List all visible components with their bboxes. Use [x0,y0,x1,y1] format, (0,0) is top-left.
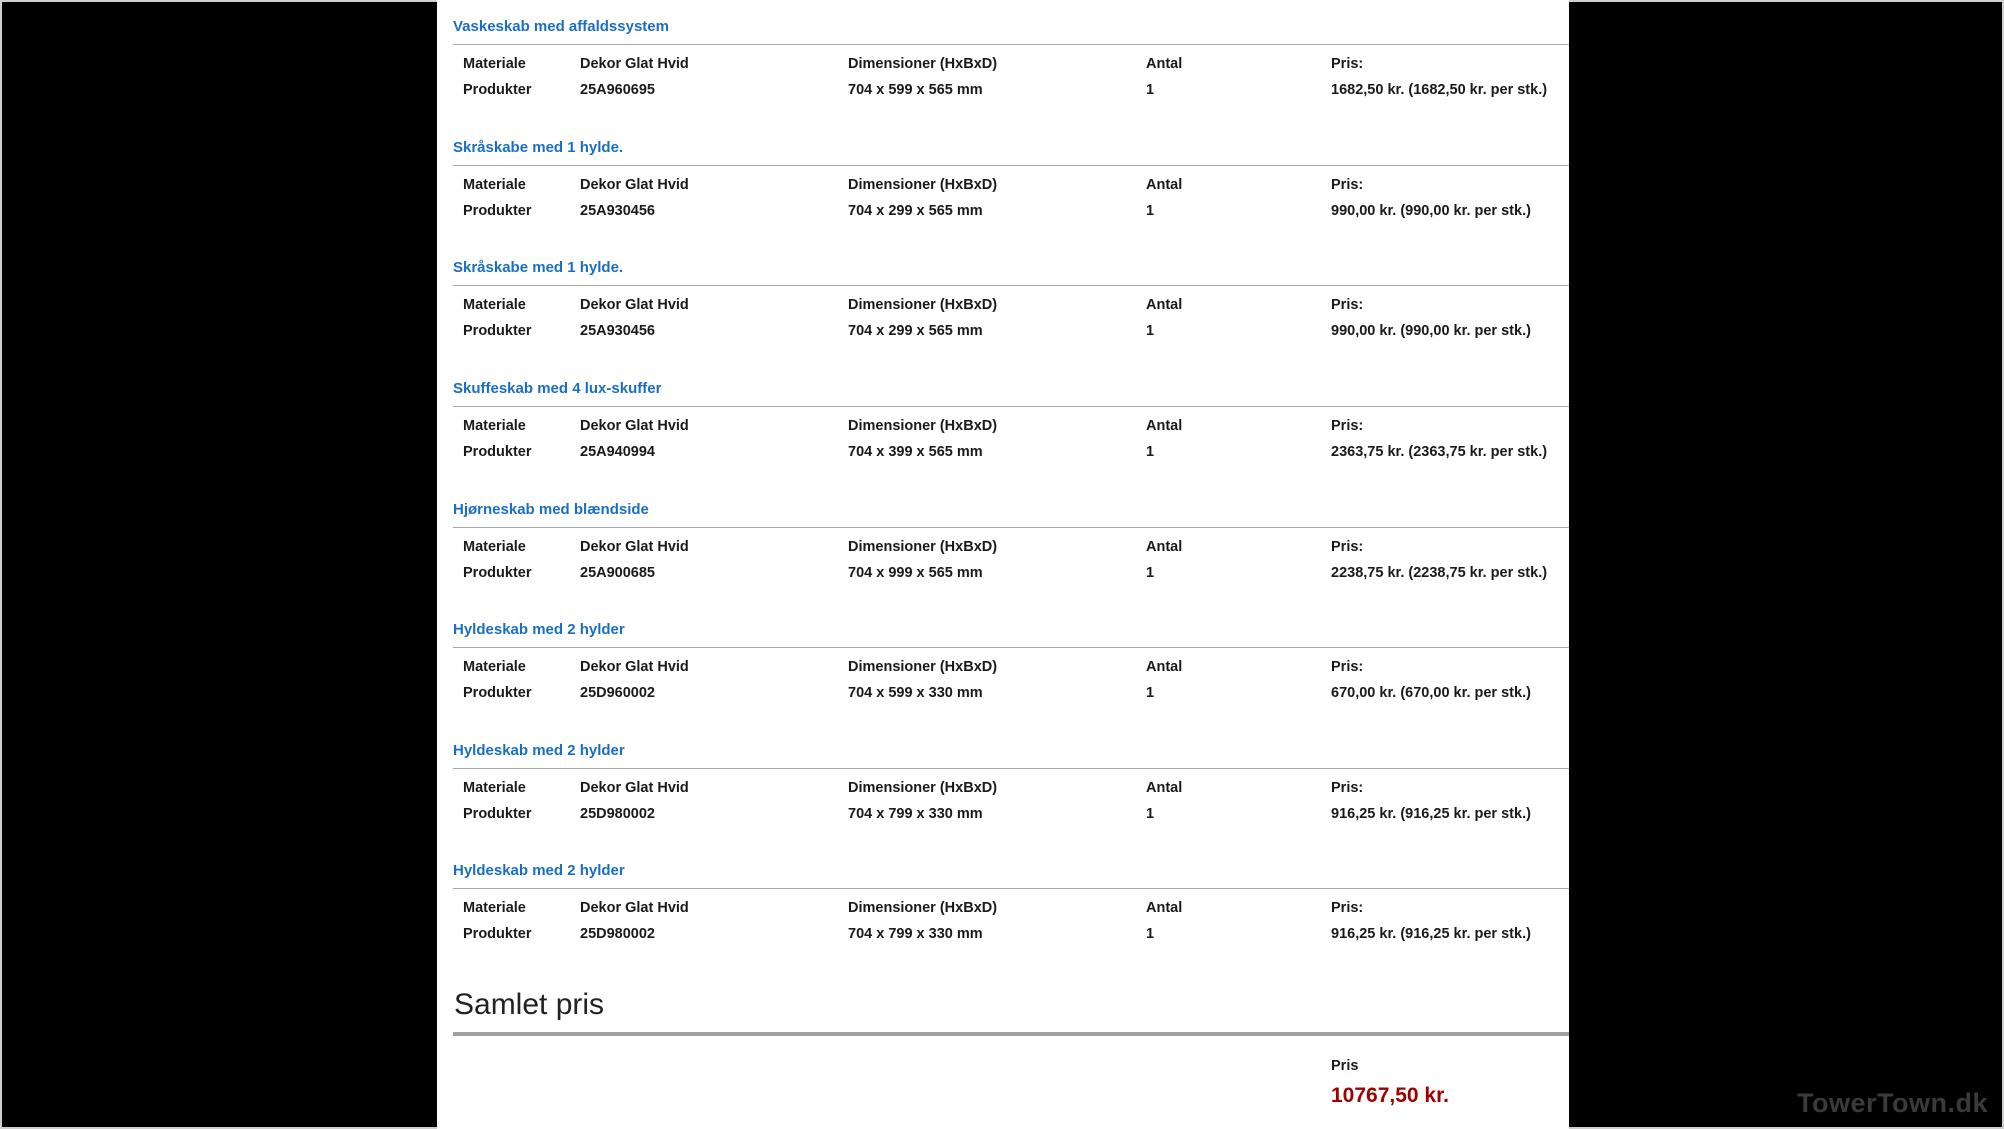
material-label: Materiale [463,900,526,916]
total-heading: Samlet pris [454,988,605,1021]
price-label: Pris: [1331,56,1364,72]
material-value: Dekor Glat Hvid [580,177,689,193]
material-label: Materiale [463,418,526,434]
watermark-text: TowerTown.dk [1797,1088,1988,1118]
product-section-hyldeskab-3 [453,844,1569,964]
product-code: 25A930456 [580,203,655,219]
quantity-value: 1 [1146,203,1155,219]
price-value: 990,00 kr. (990,00 kr. per stk.) [1331,203,1531,219]
material-value: Dekor Glat Hvid [580,780,689,796]
dimensions-value: 704 x 799 x 330 mm [848,806,983,822]
material-value: Dekor Glat Hvid [580,297,689,313]
product-code: 25A940994 [580,444,655,460]
total-divider [453,1032,1569,1036]
material-value: Dekor Glat Hvid [580,900,689,916]
products-label: Produkter [463,323,532,339]
section-title[interactable]: Vaskeskab med affaldssystem [453,18,669,35]
product-code: 25D980002 [580,806,655,822]
dimensions-label: Dimensioner (HxBxD) [848,297,998,313]
section-title[interactable]: Hyldeskab med 2 hylder [453,742,625,759]
dimensions-value: 704 x 599 x 565 mm [848,82,983,98]
dimensions-value: 704 x 799 x 330 mm [848,926,983,942]
section-title[interactable]: Skråskabe med 1 hylde. [453,259,624,276]
price-label: Pris: [1331,780,1364,796]
price-label: Pris: [1331,177,1364,193]
product-section-skuffeskab [453,362,1569,482]
material-label: Materiale [463,56,526,72]
material-value: Dekor Glat Hvid [580,418,689,434]
quantity-value: 1 [1146,926,1155,942]
product-section-hjorneskab [453,483,1569,603]
price-label: Pris: [1331,900,1364,916]
dimensions-label: Dimensioner (HxBxD) [848,659,998,675]
product-code: 25A960695 [580,82,655,98]
dimensions-label: Dimensioner (HxBxD) [848,177,998,193]
price-value: 1682,50 kr. (1682,50 kr. per stk.) [1331,82,1548,98]
dimensions-label: Dimensioner (HxBxD) [848,418,998,434]
price-value: 2363,75 kr. (2363,75 kr. per stk.) [1331,444,1548,460]
quantity-label: Antal [1146,900,1183,916]
products-label: Produkter [463,82,532,98]
price-label: Pris: [1331,418,1364,434]
price-label: Pris: [1331,659,1364,675]
product-code: 25D960002 [580,685,655,701]
price-label: Pris: [1331,297,1364,313]
dimensions-value: 704 x 999 x 565 mm [848,565,983,581]
section-title[interactable]: Skuffeskab med 4 lux-skuffer [453,380,662,397]
product-code: 25A930456 [580,323,655,339]
product-section-vaskeskab [453,0,1569,120]
product-section-skraskab-2 [453,241,1569,361]
product-section-hyldeskab-1 [453,603,1569,723]
price-value: 916,25 kr. (916,25 kr. per stk.) [1331,926,1531,942]
total-price-value: 10767,50 kr. [1331,1084,1449,1107]
section-divider [453,647,1569,648]
material-label: Materiale [463,177,526,193]
section-title[interactable]: Hyldeskab med 2 hylder [453,621,625,638]
quantity-value: 1 [1146,82,1155,98]
products-label: Produkter [463,806,532,822]
section-divider [453,888,1569,889]
quantity-label: Antal [1146,659,1183,675]
material-value: Dekor Glat Hvid [580,659,689,675]
price-label: Pris: [1331,539,1364,555]
material-label: Materiale [463,659,526,675]
quantity-value: 1 [1146,323,1155,339]
material-label: Materiale [463,780,526,796]
dimensions-label: Dimensioner (HxBxD) [848,56,998,72]
quantity-value: 1 [1146,565,1155,581]
section-title[interactable]: Hjørneskab med blændside [453,501,649,518]
section-divider [453,527,1569,528]
product-code: 25D980002 [580,926,655,942]
dimensions-value: 704 x 599 x 330 mm [848,685,983,701]
quantity-value: 1 [1146,806,1155,822]
price-value: 670,00 kr. (670,00 kr. per stk.) [1331,685,1531,701]
product-code: 25A900685 [580,565,655,581]
dimensions-label: Dimensioner (HxBxD) [848,900,998,916]
dimensions-value: 704 x 299 x 565 mm [848,323,983,339]
dimensions-label: Dimensioner (HxBxD) [848,780,998,796]
section-divider [453,285,1569,286]
products-label: Produkter [463,444,532,460]
dimensions-label: Dimensioner (HxBxD) [848,539,998,555]
quantity-label: Antal [1146,177,1183,193]
products-label: Produkter [463,685,532,701]
material-value: Dekor Glat Hvid [580,56,689,72]
section-divider [453,768,1569,769]
section-divider [453,406,1569,407]
section-title[interactable]: Skråskabe med 1 hylde. [453,139,624,156]
material-label: Materiale [463,539,526,555]
quantity-label: Antal [1146,56,1183,72]
dimensions-value: 704 x 299 x 565 mm [848,203,983,219]
quantity-label: Antal [1146,297,1183,313]
price-value: 990,00 kr. (990,00 kr. per stk.) [1331,323,1531,339]
total-price-label: Pris [1331,1058,1359,1074]
section-title[interactable]: Hyldeskab med 2 hylder [453,862,625,879]
product-section-skraskab-1 [453,121,1569,241]
products-label: Produkter [463,565,532,581]
dimensions-value: 704 x 399 x 565 mm [848,444,983,460]
quantity-label: Antal [1146,539,1183,555]
material-label: Materiale [463,297,526,313]
order-summary-page [437,0,1569,1129]
quantity-value: 1 [1146,444,1155,460]
products-label: Produkter [463,926,532,942]
product-section-hyldeskab-2 [453,724,1569,844]
section-divider [453,44,1569,45]
quantity-label: Antal [1146,780,1183,796]
section-divider [453,165,1569,166]
products-label: Produkter [463,203,532,219]
quantity-label: Antal [1146,418,1183,434]
price-value: 2238,75 kr. (2238,75 kr. per stk.) [1331,565,1548,581]
quantity-value: 1 [1146,685,1155,701]
material-value: Dekor Glat Hvid [580,539,689,555]
price-value: 916,25 kr. (916,25 kr. per stk.) [1331,806,1531,822]
